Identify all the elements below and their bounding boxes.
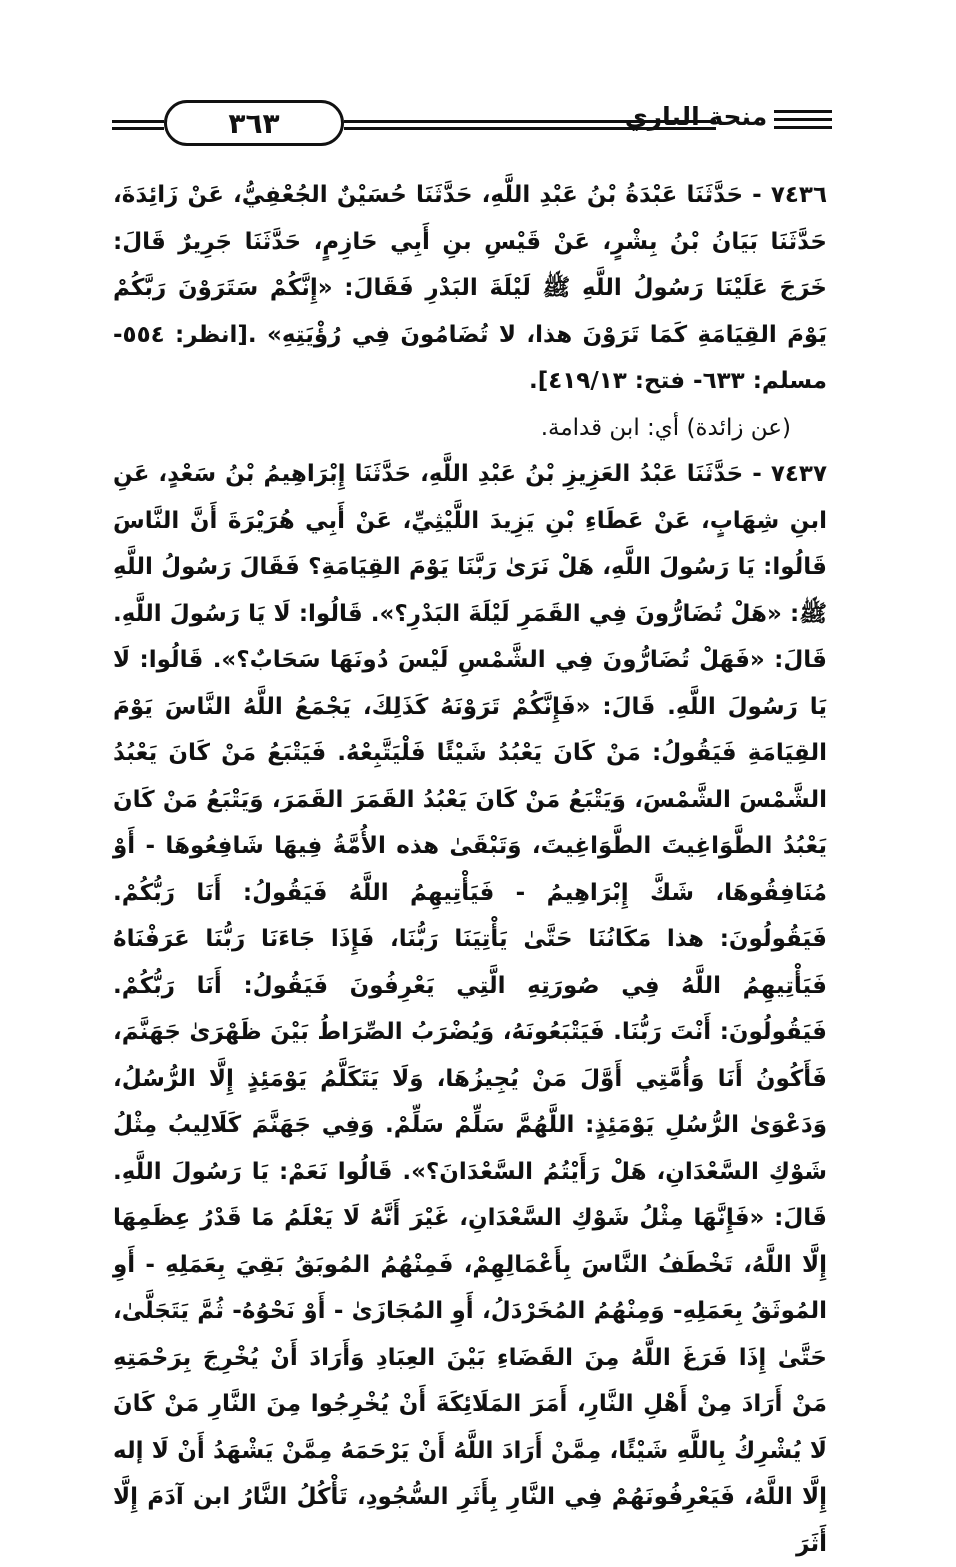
header-ornament-bars [774, 110, 832, 134]
commentary-note: (عن زائدة) أي: ابن قدامة. [540, 414, 791, 441]
hadith-7436: ٧٤٣٦ - حَدَّثَنَا عَبْدَةُ بْنُ عَبْدِ اللَّهِ، حَدَّثَنَا حُسَيْنٌ الجُعْفِيُّ، عَنْ زَائِدَةَ، حَدَّثَنَا بَيَانُ بْنُ بِشْرٍ، عَنْ قَيْسِ بنِ أَبِي حَازِمٍ، حَدَّثَنَا جَرِيرٌ قَالَ: خَرَجَ عَلَيْنَا رَسُولُ اللَّهِ ﷺ لَيْلَةَ البَدْرِ فَقَالَ: «إِنَّكُمْ سَتَرَوْنَ رَبَّكُمْ يَوْمَ القِيَامَةِ كَمَا تَرَوْنَ هذا، لا تُضَامُونَ فِي رُؤْيَتِهِ» .[انظر: ٥٥٤- مسلم: ٦٣٣- فتح: ٤١٩/١٣]. [113, 182, 827, 394]
page-number: ٣٦٣ [164, 100, 344, 146]
page-header [112, 98, 824, 158]
running-title: منحة الباري [624, 102, 768, 131]
header-rule-left [112, 120, 164, 130]
body-text [113, 172, 827, 1567]
hadith-7437: ٧٤٣٧ - حَدَّثَنَا عَبْدُ العَزِيزِ بْنُ عَبْدِ اللَّهِ، حَدَّثَنَا إِبْرَاهِيمُ بْنُ سَعْدٍ، عَنِ ابنِ شِهَابٍ، عَنْ عَطَاءِ بْنِ يَزِيدَ اللَّيْثِيِّ، عَنْ أَبِي هُرَيْرَةَ أَنَّ النَّاسَ قَالُوا: يَا رَسُولَ اللَّهِ، هَلْ نَرَىٰ رَبَّنَا يَوْمَ القِيَامَةِ؟ فَقَالَ رَسُولُ اللَّهِ ﷺ: «هَلْ تُضَارُّونَ فِي القَمَرِ لَيْلَةَ البَدْرِ؟». قَالُوا: لَا يَا رَسُولَ اللَّهِ. قَالَ: «فَهَلْ تُضَارُّونَ فِي الشَّمْسِ لَيْسَ دُونَهَا سَحَابٌ؟». قَالُوا: لَا يَا رَسُولَ اللَّهِ. قَالَ: «فَإِنَّكُمْ تَرَوْنَهُ كَذَلِكَ، يَجْمَعُ اللَّهُ النَّاسَ يَوْمَ القِيَامَةِ فَيَقُولُ: مَنْ كَانَ يَعْبُدُ شَيْئًا فَلْيَتَّبِعْهُ. فَيَتْبَعُ مَنْ كَانَ يَعْبُدُ الشَّمْسَ الشَّمْسَ، وَيَتْبَعُ مَنْ كَانَ يَعْبُدُ القَمَرَ القَمَرَ، وَيَتْبَعُ مَنْ كَانَ يَعْبُدُ الطَّوَاغِيتَ الطَّوَاغِيتَ، وَتَبْقَىٰ هذه الأُمَّةُ فِيهَا شَافِعُوهَا - أَوْ مُنَافِقُوهَا، شَكَّ إِبْرَاهِيمُ - فَيَأْتِيهِمُ اللَّهُ فَيَقُولُ: أَنَا رَبُّكُمْ. فَيَقُولُونَ: هذا مَكَانُنَا حَتَّىٰ يَأْتِيَنَا رَبُّنَا، فَإِذَا جَاءَنَا رَبُّنَا عَرَفْنَاهُ فَيَأْتِيهِمُ اللَّهُ فِي صُورَتِهِ الَّتِي يَعْرِفُونَ فَيَقُولُ: أَنَا رَبُّكُمْ. فَيَقُولُونَ: أَنْتَ رَبُّنَا. فَيَتْبَعُونَهُ، وَيُضْرَبُ الصِّرَاطُ بَيْنَ ظَهْرَىٰ جَهَنَّمَ، فَأَكُونُ أَنَا وَأُمَّتِي أَوَّلَ مَنْ يُجِيزُهَا، وَلَا يَتَكَلَّمُ يَوْمَئِذٍ إِلَّا الرُّسُلُ، وَدَعْوَىٰ الرُّسُلِ يَوْمَئِذٍ: اللَّهُمَّ سَلِّمْ سَلِّمْ. وَفِي جَهَنَّمَ كَلَالِيبُ مِثْلُ شَوْكِ السَّعْدَانِ، هَلْ رَأَيْتُمُ السَّعْدَانَ؟». قَالُوا نَعَمْ: يَا رَسُولَ اللَّهِ. قَالَ: «فَإِنَّهَا مِثْلُ شَوْكِ السَّعْدَانِ، غَيْرَ أَنَّهُ لَا يَعْلَمُ مَا قَدْرُ عِظَمِهَا إِلَّا اللَّهُ، تَخْطَفُ النَّاسَ بِأَعْمَالِهِمْ، فَمِنْهُمُ المُوبَقُ بَقِيَ بِعَمَلِهِ - أَوِ المُوثَقُ بِعَمَلِهِ- وَمِنْهُمُ المُخَرْدَلُ، أَوِ المُجَازَىٰ - أَوْ نَحْوُهُ- ثُمَّ يَتَجَلَّىٰ، حَتَّىٰ إِذَا فَرَغَ اللَّهُ مِنَ القَضَاءِ بَيْنَ العِبَادِ وَأَرَادَ أَنْ يُخْرِجَ بِرَحْمَتِهِ مَنْ أَرَادَ مِنْ أَهْلِ النَّارِ، أَمَرَ المَلَائِكَةَ أَنْ يُخْرِجُوا مِنَ النَّارِ مَنْ كَانَ لَا يُشْرِكُ بِاللَّهِ شَيْئًا، مِمَّنْ أَرَادَ اللَّهُ أَنْ يَرْحَمَهُ مِمَّنْ يَشْهَدُ أَنْ لَا إله إِلَّا اللَّهُ، فَيَعْرِفُونَهُمْ فِي النَّارِ بِأَثَرِ السُّجُودِ، تَأْكُلُ النَّارُ ابن آدَمَ إِلَّا أَثَرَ [113, 461, 827, 1557]
